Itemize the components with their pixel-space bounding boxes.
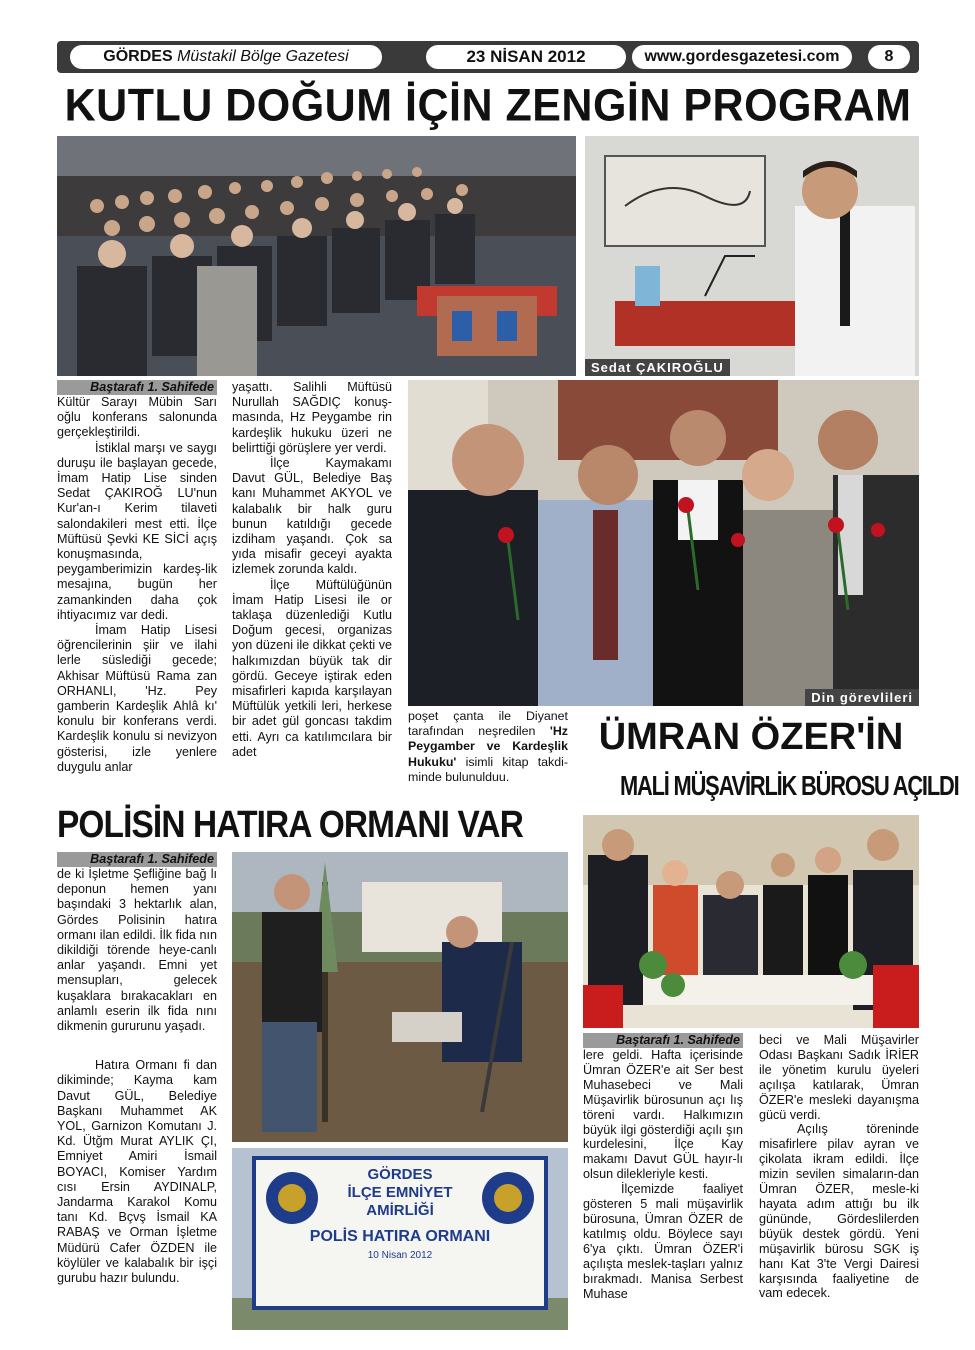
article3-paragraph: İlçemizde faaliyet gösteren 5 mali müşavirlik bürosuna, Ümran ÖZER de katılmış oldu. Böylece sayı 6'ya çıktı. Ümran ÖZER'i açılışta meslek-taşları yalnız bırakmadı. Manisa Serbest Muhase [583,1182,743,1301]
article1-col2 [232,380,392,760]
audience-photo [57,136,576,376]
article3-subheadline: MALİ MÜŞAVİRLİK BÜROSU AÇILDI [619,770,959,801]
article1-paragraph: yaşattı. Salihli Müftüsü Nurullah SAĞDIÇ konuş-masında, Hz Peygambe rin kardeşlik hukuku üzeri ne belirttiği görüşlere yer verdi. [232,380,392,455]
book-title: 'Hz Peygamber ve Kardeşlik Hukuku' [408,724,568,769]
article1-col1 [57,380,217,775]
article1-paragraph [408,709,568,785]
article2-headline: POLİSİN HATIRA ORMANI VAR [57,804,523,846]
police-sign-line: AMİRLİĞİ [366,1202,434,1219]
article1-paragraph: İmam Hatip Lisesi öğrencilerinin şiir ve ilahi lerle süslediği gecede; Akhisar Müftüsü Rama zan ORHANLI, 'Hz. Pey gamberin Kardeşlik Ahlâ kı' konulu bir konferans verdi. Kardeşlik konulu si nevizyon gösterisi, izle yenlere duygulu anlar [57,623,217,774]
website: www.gordesgazetesi.com [632,45,852,69]
article1-col3 [408,709,568,785]
speaker-photo-art [585,136,919,376]
article1-paragraph: İlçe Müftülüğünün İmam Hatip Lisesi ile or taklaşa düzenlediği Kutlu Doğum gecesi, organizas yon düzeni ile dikkat çekti ve halkımızdan büyük tak dir gördü. Geceye iştirak eden misafirleri kapıda karşılayan Müftülük yetkili leri, herkese bir adet gül goncası takdim etti. Ayrı ca katılımcılara bir adet [232,577,392,759]
continued-label: Baştarafı 1. Sahifede [583,1033,743,1048]
article1-paragraph: İlçe Kaymakamı Davut GÜL, Belediye Baş kanı Muhammet AKYOL ve kalabalık bir halk guru bunun katıldığı gecede izdiham yaşandı. Çok sa yıda misafir geceyi ayakta izlemek zorunda kaldı. [232,456,392,577]
article3-paragraph: beci ve Mali Müşavirler Odası Başkanı Sadık İRİER ile yönetim kurulu üyeleri açılışa katılarak, Ümran ÖZER'e mesleki dayanışma gücü verdi. [759,1033,919,1122]
page-number: 8 [868,45,910,69]
continued-label: Baştarafı 1. Sahifede [57,380,217,395]
speaker-caption: Sedat ÇAKIROĞLU [585,359,730,376]
religious-staff-photo [408,380,919,706]
police-sign-line: POLİS HATIRA ORMANI [309,1228,491,1245]
article1-text: isimli kitap takdi-minde bulunulduu. [408,754,568,784]
article1-paragraph: İstiklal marşı ve saygı duruşu ile başlayan gecede, İmam Hatip Lise sinden Sedat ÇAKIROĞ LU'nun Kur'an-ı Kerim tilaveti salondakileri mest etti. İlçe Müftüsü Şevki KE SİCİ açış konuşmasında, peygamberimizin kardeş-lik mesajına, bugün her zamankinden daha çok ihtiyacımız var dedi. [57,440,217,622]
article1-paragraph: Kültür Sarayı Mübin Sarı oğlu konferans salonunda gerçekleştirildi. [57,395,217,440]
paper-tagline: Müstakil Bölge Gazetesi [177,48,349,65]
article2-paragraph: de ki İşletme Şefliğine bağ lı deponun hemen yanı başındaki 3 hektarlık alan, Gördes Polisinin hatıra ormanı ilan edildi. İlk fida nın dikildiği törende heye-canlı anlar yaşandı. Emni yet mensupları, gelecek kuşaklara bırakacakları en anlamlı eserin ilk fida nını dikmenin gururunu yaşadı. [57,867,217,1034]
police-sign-date: 10 Nisan 2012 [367,1250,433,1261]
police-sign-photo [232,1148,568,1330]
paper-name: GÖRDES [103,48,173,65]
article3-paragraph: Açılış töreninde misafirlere pilav ayran ve çikolata ikram edildi. İlçe mizin sevilen simaların-dan Ümran ÖZER, mesle-ki hayata adım attığı bu ilk gününde, Gördeslilerden büyük destek gördü. Yeni müşavirlik bürosu SGK iş hanı Kat 3'te Vergi Dairesi karşısında faaliyetine de vam edecek. [759,1122,919,1301]
audience-photo-art [57,136,576,376]
religious-staff-photo-art [408,380,919,706]
issue-date: 23 NİSAN 2012 [426,45,626,69]
speaker-photo [585,136,919,376]
article3-paragraph: lere geldi. Hafta içerisinde Ümran ÖZER'e ait Ser best Muhasebeci ve Mali Müşavirlik bürosunun açı lış töreni vardı. Halkımızın büyük ilgi gösterdiği açılı şın kurdelesini, İlçe Kay makamı Davut GÜL hayır-lı olsun dilekleriyle kesti. [583,1048,743,1182]
article1-text: poşet çanta ile Diyanet tarafından neşredilen [408,709,568,739]
article2-paragraph: Hatıra Ormanı fi dan dikiminde; Kayma kam Davut GÜL, Belediye Başkanı Muhammet AK YOL, Garnizon Komutanı J. Kd. Ütğm Murat AYLIK ÇI, Emniyet Amiri İsmail BOYACI, Komiser Yardım cısı Ersin AYDINALP, Jandarma Karakol Komu tanı Kd. Bçvş İsmail KA RABAŞ ve Orman İşletme Müdürü Cafer ÖZDEN ile köylüler ve kalabalık bir işçi gurubu hazır bulundu. [57,1058,217,1286]
office-opening-photo-art [583,815,919,1028]
police-sign-text [327,1166,473,1220]
tree-planting-photo [232,852,568,1142]
article2-col1 [57,852,217,1286]
religious-staff-caption: Din görevlileri [805,689,919,706]
article3-col2 [759,1033,919,1301]
tree-planting-photo-art [232,852,568,1142]
police-sign-line: İLÇE EMNİYET [347,1184,453,1201]
article3-col1 [583,1033,743,1301]
office-opening-photo [583,815,919,1028]
article3-headline: ÜMRAN ÖZER'İN [598,716,904,758]
paper-title [70,45,382,69]
main-headline: KUTLU DOĞUM İÇİN ZENGİN PROGRAM [64,80,912,132]
police-sign-line: GÖRDES [367,1166,433,1183]
continued-label: Baştarafı 1. Sahifede [57,852,217,867]
